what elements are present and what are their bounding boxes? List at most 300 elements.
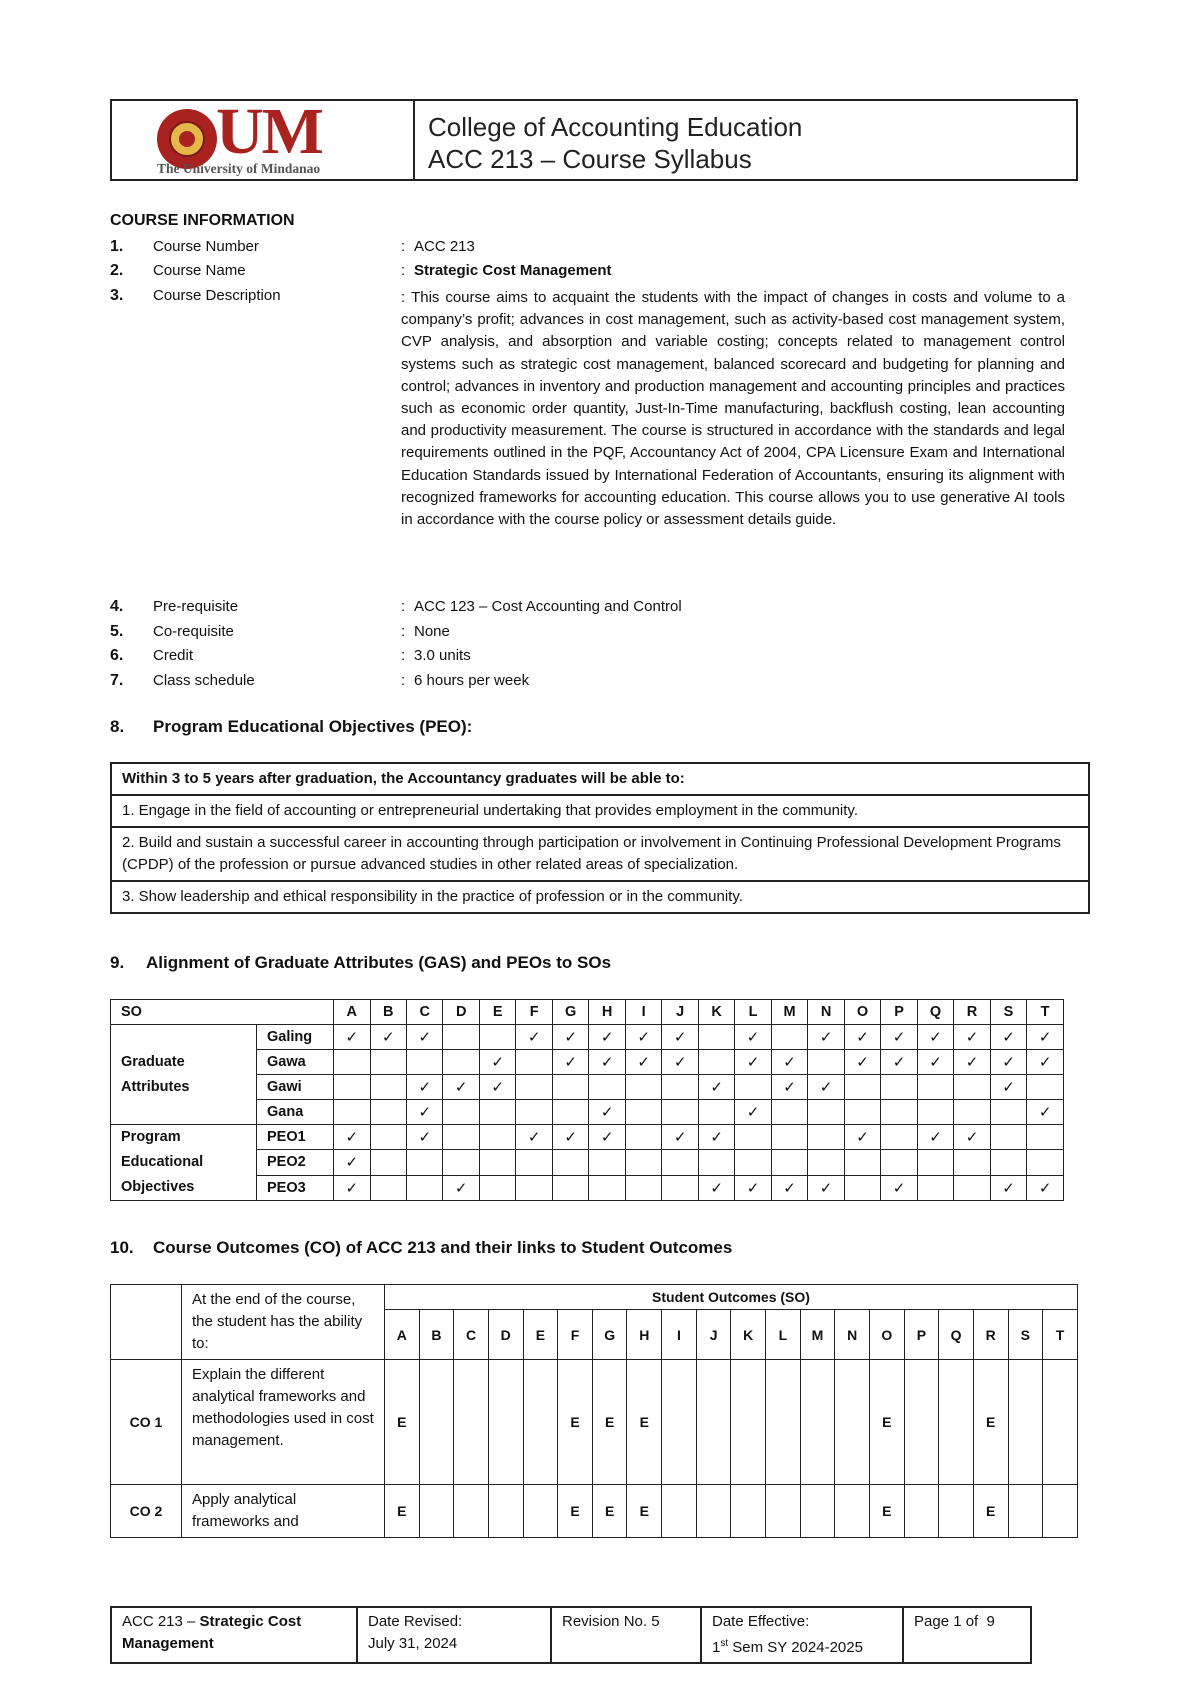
co-cell (523, 1360, 558, 1485)
alignment-cell (589, 1025, 625, 1050)
group-label: Graduate Attributes (111, 1025, 257, 1125)
alignment-heading: Alignment of Graduate Attributes (GAS) and PEOs to SOs (146, 953, 612, 972)
alignment-cell (844, 1175, 880, 1200)
so-letter: C (406, 1000, 442, 1025)
alignment-cell (808, 1175, 844, 1200)
item-number: 2. (110, 262, 124, 279)
alignment-cell (917, 1075, 953, 1100)
check-icon: ✓ (1002, 1054, 1015, 1071)
so-letter: R (973, 1310, 1008, 1360)
alignment-cell (552, 1025, 588, 1050)
check-icon: ✓ (345, 1129, 359, 1147)
alignment-cell (954, 1050, 990, 1075)
check-icon: ✓ (783, 1179, 796, 1197)
item-label: Course Description (153, 287, 281, 304)
alignment-cell (662, 1100, 698, 1125)
check-icon: ✓ (783, 1079, 796, 1096)
alignment-cell (406, 1075, 442, 1100)
alignment-cell (516, 1050, 552, 1075)
footer-date-effective-value (712, 1633, 892, 1659)
co-cell (1008, 1485, 1043, 1538)
footer-course-prefix: ACC 213 – (122, 1613, 200, 1630)
row-label: Gana (257, 1100, 334, 1125)
footer-page: Page 1 of 9 (903, 1607, 1031, 1663)
section-number: 10. (110, 1238, 134, 1257)
alignment-cell (735, 1075, 771, 1100)
so-label: SO (111, 1000, 334, 1025)
alignment-cell (370, 1100, 406, 1125)
alignment-cell (808, 1100, 844, 1125)
alignment-cell (954, 1075, 990, 1100)
alignment-cell (735, 1150, 771, 1175)
alignment-cell (771, 1075, 807, 1100)
check-icon: ✓ (345, 1154, 359, 1172)
alignment-cell (735, 1125, 771, 1150)
check-icon: ✓ (819, 1029, 833, 1046)
alignment-cell (552, 1150, 588, 1175)
alignment-cell (954, 1175, 990, 1200)
alignment-cell (917, 1050, 953, 1075)
footer-course-name: Strategic Cost Management (122, 1613, 302, 1652)
alignment-cell (479, 1150, 515, 1175)
item-number: 6. (110, 647, 124, 664)
co-cell (766, 1360, 801, 1485)
alignment-cell (516, 1025, 552, 1050)
alignment-cell (771, 1175, 807, 1200)
course-info-heading: COURSE INFORMATION (110, 212, 295, 229)
check-icon: ✓ (929, 1129, 942, 1147)
alignment-cell (1027, 1175, 1064, 1200)
so-letter: R (954, 1000, 990, 1025)
check-icon: ✓ (965, 1129, 979, 1147)
co-cell: E (869, 1485, 904, 1538)
alignment-cell (516, 1150, 552, 1175)
course-outcomes-heading: Course Outcomes (CO) of ACC 213 and their links to Student Outcomes (153, 1238, 733, 1257)
co-cell (731, 1485, 766, 1538)
alignment-cell (771, 1125, 807, 1150)
alignment-cell (1027, 1150, 1064, 1175)
alignment-cell (990, 1150, 1026, 1175)
co-intro: At the end of the course, the student has the ability to: (182, 1285, 385, 1360)
alignment-cell (881, 1025, 917, 1050)
alignment-cell (808, 1125, 844, 1150)
co-cell (662, 1485, 697, 1538)
so-letter: P (881, 1000, 917, 1025)
peo-intro: Within 3 to 5 years after graduation, the Accountancy graduates will be able to: (111, 763, 1089, 795)
check-icon: ✓ (1038, 1179, 1052, 1197)
check-icon: ✓ (929, 1054, 942, 1071)
alignment-cell (954, 1150, 990, 1175)
alignment-cell (735, 1100, 771, 1125)
alignment-cell (479, 1125, 515, 1150)
corequisite-value: None (414, 623, 450, 640)
check-icon: ✓ (454, 1179, 468, 1197)
so-letter: T (1027, 1000, 1064, 1025)
row-label: PEO3 (257, 1175, 334, 1200)
alignment-cell (990, 1125, 1026, 1150)
check-icon: ✓ (1002, 1029, 1015, 1046)
footer-course (111, 1607, 357, 1663)
alignment-cell (881, 1125, 917, 1150)
section-number: 9. (110, 953, 125, 972)
alignment-cell (1027, 1125, 1064, 1150)
check-icon: ✓ (345, 1029, 359, 1046)
check-icon: ✓ (783, 1054, 796, 1071)
alignment-cell (552, 1050, 588, 1075)
alignment-cell (370, 1125, 406, 1150)
alignment-cell (808, 1150, 844, 1175)
row-label: PEO2 (257, 1150, 334, 1175)
alignment-cell (771, 1025, 807, 1050)
alignment-cell (771, 1100, 807, 1125)
logo-subtitle: The University of Mindanao (157, 161, 321, 176)
alignment-cell (662, 1075, 698, 1100)
co-cell (696, 1360, 731, 1485)
co-cell (419, 1485, 454, 1538)
alignment-cell (516, 1125, 552, 1150)
check-icon: ✓ (418, 1029, 432, 1046)
check-icon: ✓ (673, 1029, 687, 1046)
section-number: 8. (110, 717, 125, 736)
so-letter: E (479, 1000, 515, 1025)
group-label: Program Educational Objectives (111, 1125, 257, 1201)
alignment-cell (406, 1125, 442, 1150)
co-cell (454, 1360, 489, 1485)
alignment-cell (334, 1150, 370, 1175)
so-letter: K (698, 1000, 734, 1025)
check-icon: ✓ (819, 1079, 833, 1096)
item-label: Co-requisite (153, 623, 234, 640)
co-row (111, 1360, 1078, 1485)
alignment-cell (698, 1050, 734, 1075)
alignment-cell (1027, 1050, 1064, 1075)
co-cell (488, 1360, 523, 1485)
check-icon: ✓ (564, 1029, 577, 1046)
alignment-cell (625, 1050, 661, 1075)
item-label: Course Number (153, 238, 259, 255)
item-number: 3. (110, 287, 124, 304)
co-cell: E (558, 1485, 593, 1538)
alignment-cell (662, 1175, 698, 1200)
alignment-cell (370, 1025, 406, 1050)
co-cell (939, 1485, 974, 1538)
co-cell (835, 1360, 870, 1485)
colon: : (401, 598, 406, 615)
prerequisite-value: ACC 123 – Cost Accounting and Control (414, 598, 682, 615)
peo-item: 2. Build and sustain a successful career in accounting through participation or involvement in Continuing Professional Development Programs (CPDP) of the profession or pursue advanced studies in other related areas of specialization. (111, 827, 1089, 881)
alignment-cell (406, 1150, 442, 1175)
alignment-row (111, 1125, 1064, 1150)
co-cell (835, 1485, 870, 1538)
alignment-cell (844, 1025, 880, 1050)
alignment-cell (516, 1100, 552, 1125)
alignment-cell (662, 1050, 698, 1075)
co-cell (1043, 1485, 1078, 1538)
co-description: Explain the different analytical frameworks and methodologies used in cost management. (182, 1360, 385, 1485)
alignment-cell (406, 1100, 442, 1125)
alignment-cell (1027, 1025, 1064, 1050)
alignment-cell (808, 1050, 844, 1075)
alignment-cell (990, 1050, 1026, 1075)
alignment-cell (844, 1100, 880, 1125)
alignment-cell (552, 1100, 588, 1125)
peo-item: 3. Show leadership and ethical responsibility in the practice of profession or in the community. (111, 881, 1089, 913)
header-title-line2: ACC 213 – Course Syllabus (428, 144, 752, 174)
co-id: CO 2 (111, 1485, 182, 1538)
alignment-cell (479, 1175, 515, 1200)
alignment-cell (844, 1150, 880, 1175)
peo-table (110, 762, 1090, 914)
course-number-value: ACC 213 (414, 238, 475, 255)
check-icon: ✓ (892, 1054, 906, 1071)
item-number: 1. (110, 238, 124, 255)
alignment-cell (370, 1075, 406, 1100)
alignment-cell (881, 1050, 917, 1075)
check-icon: ✓ (746, 1029, 760, 1046)
check-icon: ✓ (1038, 1104, 1052, 1121)
check-icon: ✓ (892, 1029, 906, 1046)
check-icon: ✓ (819, 1179, 833, 1197)
alignment-cell (589, 1075, 625, 1100)
co-cell: E (385, 1485, 420, 1538)
alignment-cell (662, 1125, 698, 1150)
course-description-value: : This course aims to acquaint the students with the impact of changes in costs and volume to a company’s profit; advances in cost management, such as activity-based cost management system, CVP analysis, and absorption and variable costing; concepts related to management control systems such as strategic cost management, balanced scorecard and budgeting for planning and control; advances in inventory and production management and accounting principles and practices such as economic order quantity, Just-In-Time manufacturing, backflush costing, lean accounting and productivity measurement. The course is structured in accordance with the standards and legal requirements outlined in the PQF, Accountancy Act of 2004, CPA Licensure Exam and International Education Standards issued by International Federation of Accountants, ensuring its alignment with recognized frameworks for accounting education. This course allows you to use generative AI tools in accordance with the course policy or assessment details guide. (401, 289, 1066, 529)
co-cell: E (592, 1360, 627, 1485)
alignment-cell (698, 1075, 734, 1100)
alignment-cell (698, 1150, 734, 1175)
alignment-cell (808, 1025, 844, 1050)
row-label: Galing (257, 1025, 334, 1050)
so-letter: K (731, 1310, 766, 1360)
check-icon: ✓ (746, 1054, 760, 1071)
alignment-cell (370, 1150, 406, 1175)
alignment-cell (1027, 1100, 1064, 1125)
check-icon: ✓ (1038, 1029, 1052, 1046)
alignment-cell (881, 1075, 917, 1100)
check-icon: ✓ (454, 1079, 468, 1096)
colon: : (401, 647, 406, 664)
alignment-cell (881, 1100, 917, 1125)
so-letter: F (516, 1000, 552, 1025)
footer-date-revised-value: July 31, 2024 (368, 1635, 458, 1652)
check-icon: ✓ (600, 1104, 614, 1121)
alignment-cell (406, 1175, 442, 1200)
alignment-cell (479, 1075, 515, 1100)
alignment-cell (990, 1075, 1026, 1100)
credit-value: 3.0 units (414, 647, 471, 664)
logo-text: UM (216, 95, 322, 168)
co-cell (904, 1485, 939, 1538)
course-outcomes-table (110, 1284, 1078, 1538)
alignment-cell (808, 1075, 844, 1100)
co-cell (662, 1360, 697, 1485)
check-icon: ✓ (345, 1179, 359, 1197)
footer-date-effective (701, 1607, 903, 1663)
alignment-cell (625, 1175, 661, 1200)
check-icon: ✓ (418, 1079, 432, 1096)
so-letter: B (419, 1310, 454, 1360)
alignment-cell (917, 1175, 953, 1200)
alignment-cell (625, 1075, 661, 1100)
course-description-text: This course aims to acquaint the students with the impact of changes in costs and volume to a company’s profit; advances in cost management, such as activity-based cost management system, CVP analysis, and absorption and variable costing; concepts related to management control systems such as strategic cost management, balanced scorecard and budgeting for planning and control; advances in inventory and production management and accounting principles and practices such as economic order quantity, Just-In-Time manufacturing, backflush costing, lean accounting and productivity measurement. The course is structured in accordance with the standards and legal requirements outlined in the PQF, Accountancy Act of 2004, CPA Licensure Exam and International Education Standards issued by International Federation of Accountants, ensuring its alignment with recognized frameworks for accounting education. This course allows you to use generative AI tools in accordance with the course policy or assessment details guide. (401, 289, 1066, 529)
check-icon: ✓ (637, 1029, 650, 1046)
so-letter: J (662, 1000, 698, 1025)
alignment-cell (954, 1025, 990, 1050)
co-cell (939, 1360, 974, 1485)
co-cell (419, 1360, 454, 1485)
so-letter: I (662, 1310, 697, 1360)
alignment-cell (954, 1125, 990, 1150)
so-letter: O (869, 1310, 904, 1360)
alignment-cell (334, 1050, 370, 1075)
document-footer (110, 1606, 1032, 1664)
so-letter: P (904, 1310, 939, 1360)
document-header (110, 95, 1078, 181)
item-number: 7. (110, 672, 124, 689)
so-letter: G (552, 1000, 588, 1025)
alignment-cell (443, 1025, 479, 1050)
so-letter: L (766, 1310, 801, 1360)
alignment-cell (844, 1125, 880, 1150)
so-letter: S (990, 1000, 1026, 1025)
alignment-cell (625, 1150, 661, 1175)
footer-date-revised-label: Date Revised: (368, 1613, 463, 1630)
co-corner (111, 1285, 182, 1360)
alignment-row (111, 1025, 1064, 1050)
check-icon: ✓ (856, 1054, 869, 1071)
check-icon: ✓ (673, 1129, 687, 1147)
alignment-cell (625, 1025, 661, 1050)
so-letter: A (385, 1310, 420, 1360)
so-letter: G (592, 1310, 627, 1360)
alignment-cell (443, 1125, 479, 1150)
alignment-cell (443, 1175, 479, 1200)
check-icon: ✓ (710, 1079, 723, 1096)
so-letter: B (370, 1000, 406, 1025)
class-schedule-value: 6 hours per week (414, 672, 530, 689)
alignment-cell (771, 1150, 807, 1175)
so-letter: D (488, 1310, 523, 1360)
item-label: Pre-requisite (153, 598, 239, 615)
so-header: Student Outcomes (SO) (385, 1285, 1078, 1310)
co-cell: E (385, 1360, 420, 1485)
alignment-cell (334, 1100, 370, 1125)
alignment-cell (589, 1125, 625, 1150)
alignment-cell (479, 1050, 515, 1075)
alignment-cell (589, 1100, 625, 1125)
so-letter: D (443, 1000, 479, 1025)
co-cell (488, 1485, 523, 1538)
alignment-cell (917, 1150, 953, 1175)
check-icon: ✓ (491, 1079, 504, 1096)
so-letter: T (1043, 1310, 1078, 1360)
so-letter: N (835, 1310, 870, 1360)
alignment-cell (990, 1025, 1026, 1050)
check-icon: ✓ (637, 1054, 650, 1071)
alignment-cell (443, 1075, 479, 1100)
alignment-cell (698, 1100, 734, 1125)
so-letter: M (771, 1000, 807, 1025)
so-letter: O (844, 1000, 880, 1025)
so-letter: N (808, 1000, 844, 1025)
alignment-cell (698, 1175, 734, 1200)
alignment-cell (334, 1075, 370, 1100)
alignment-cell (954, 1100, 990, 1125)
alignment-cell (479, 1025, 515, 1050)
logo-cell (112, 95, 415, 179)
check-icon: ✓ (710, 1129, 723, 1147)
alignment-cell (844, 1050, 880, 1075)
alignment-cell (552, 1125, 588, 1150)
alignment-cell (516, 1075, 552, 1100)
check-icon: ✓ (929, 1029, 942, 1046)
item-label: Class schedule (153, 672, 255, 689)
check-icon: ✓ (1038, 1054, 1052, 1071)
so-letter: J (696, 1310, 731, 1360)
co-cell (1043, 1360, 1078, 1485)
alignment-cell (735, 1025, 771, 1050)
co-cell (800, 1485, 835, 1538)
alignment-header-row (111, 1000, 1064, 1025)
alignment-cell (917, 1100, 953, 1125)
check-icon: ✓ (746, 1104, 760, 1121)
check-icon: ✓ (1002, 1079, 1015, 1096)
check-icon: ✓ (965, 1029, 979, 1046)
co-cell: E (973, 1485, 1008, 1538)
alignment-cell (443, 1150, 479, 1175)
check-icon: ✓ (564, 1054, 577, 1071)
co-cell: E (627, 1485, 662, 1538)
alignment-cell (552, 1075, 588, 1100)
alignment-cell (406, 1025, 442, 1050)
peo-item: 1. Engage in the field of accounting or entrepreneurial undertaking that provides employment in the community. (111, 795, 1089, 827)
alignment-cell (479, 1100, 515, 1125)
alignment-cell (589, 1175, 625, 1200)
so-letter: Q (939, 1310, 974, 1360)
colon: : (401, 623, 406, 640)
alignment-cell (334, 1125, 370, 1150)
footer-date-effective-label: Date Effective: (712, 1613, 810, 1630)
check-icon: ✓ (418, 1129, 432, 1147)
university-seal-icon (157, 109, 217, 169)
check-icon: ✓ (418, 1104, 432, 1121)
row-label: Gawi (257, 1075, 334, 1100)
alignment-cell (334, 1025, 370, 1050)
check-icon: ✓ (1002, 1179, 1015, 1197)
alignment-cell (370, 1175, 406, 1200)
colon: : (401, 238, 406, 255)
so-letter: H (589, 1000, 625, 1025)
course-name-value: Strategic Cost Management (414, 262, 612, 279)
co-id: CO 1 (111, 1360, 182, 1485)
check-icon: ✓ (527, 1129, 541, 1147)
peo-heading: Program Educational Objectives (PEO): (153, 717, 473, 736)
sem-sup: st (720, 1638, 729, 1649)
alignment-cell (698, 1125, 734, 1150)
item-number: 4. (110, 598, 124, 615)
alignment-cell (334, 1175, 370, 1200)
so-letter: A (334, 1000, 370, 1025)
footer-date-revised (357, 1607, 551, 1663)
check-icon: ✓ (491, 1054, 504, 1071)
so-letter: E (523, 1310, 558, 1360)
co-cell: E (973, 1360, 1008, 1485)
co-cell: E (627, 1360, 662, 1485)
check-icon: ✓ (600, 1054, 614, 1071)
alignment-cell (881, 1175, 917, 1200)
so-letter: I (625, 1000, 661, 1025)
colon: : (401, 672, 406, 689)
